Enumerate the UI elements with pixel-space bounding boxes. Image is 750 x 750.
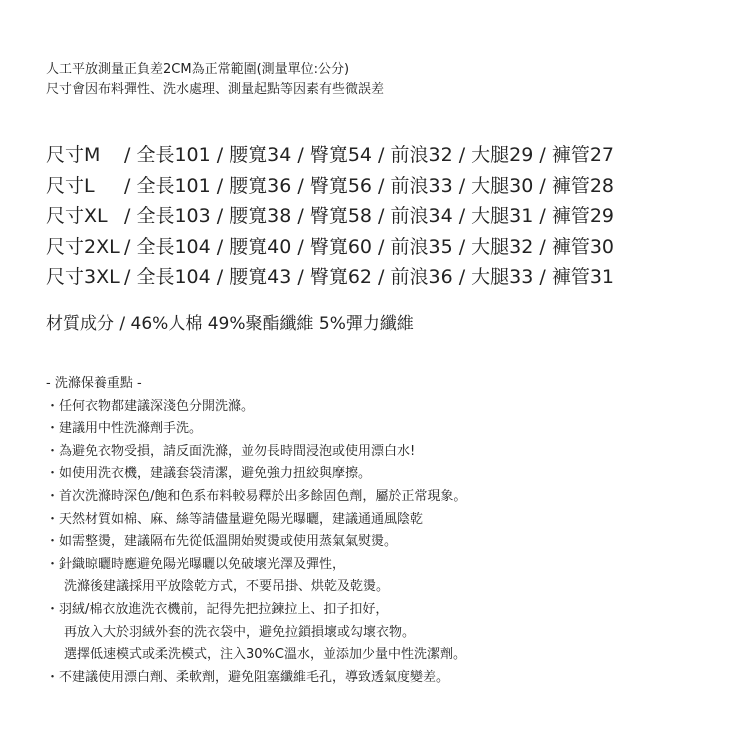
care-line: ・如需整燙，建議隔布先從低溫開始熨燙或使用蒸氣氣熨燙。 bbox=[46, 534, 398, 550]
size-chart bbox=[46, 140, 614, 293]
care-line: ・針織晾曬時應避免陽光曝曬以免破壞光澤及彈性， bbox=[46, 556, 346, 572]
care-line: ・不建議使用漂白劑、柔軟劑，避免阻塞纖維毛孔，導致透氣度變差。 bbox=[46, 669, 450, 685]
care-line: ・如使用洗衣機，建議套袋清潔，避免強力扭絞與摩擦。 bbox=[46, 466, 372, 482]
care-title: - 洗滌保養重點 - bbox=[46, 376, 142, 391]
material-composition: 材質成分 / 46%人棉 49%聚酯纖維 5%彈力纖維 bbox=[46, 314, 414, 334]
measurement-notes bbox=[46, 60, 384, 100]
size-row-m bbox=[46, 140, 614, 171]
care-line: ・任何衣物都建議深淺色分開洗滌。 bbox=[46, 398, 255, 414]
measurement-note-variance: 尺寸會因布料彈性、洗水處理、測量起點等因素有些微誤差 bbox=[46, 82, 385, 97]
size-label: 尺寸XL bbox=[46, 205, 108, 227]
care-line: ・天然材質如棉、麻、絲等請儘量避免陽光曝曬，建議通通風陰乾 bbox=[46, 511, 424, 527]
size-specs: / 全長104 / 腰寬40 / 臀寬60 / 前浪35 / 大腿32 / 褲管30 bbox=[124, 235, 614, 258]
size-label: 尺寸2XL bbox=[46, 235, 120, 258]
size-specs: / 全長103 / 腰寬38 / 臀寬58 / 前浪34 / 大腿31 / 褲管29 bbox=[124, 205, 614, 227]
care-line: ・建議用中性洗滌劑手洗。 bbox=[46, 421, 203, 437]
care-line: ・首次洗滌時深色/飽和色系布料較易釋於出多餘固色劑，屬於正常現象。 bbox=[46, 488, 467, 504]
measurement-note-tolerance: 人工平放測量正負差2CM為正常範圍(測量單位:公分) bbox=[46, 62, 350, 77]
size-row-2xl bbox=[46, 232, 614, 263]
care-line: 再放入大於羽絨外套的洗衣袋中，避免拉鎖損壞或勾壞衣物。 bbox=[64, 624, 416, 640]
size-label: 尺寸3XL bbox=[46, 266, 120, 288]
size-row-3xl bbox=[46, 262, 614, 293]
size-specs: / 全長101 / 腰寬34 / 臀寬54 / 前浪32 / 大腿29 / 褲管27 bbox=[124, 144, 614, 166]
size-row-l bbox=[46, 171, 614, 202]
care-line: 選擇低速模式或柔洗模式，注入30%C溫水，並添加少量中性洗潔劑。 bbox=[64, 647, 466, 663]
size-label: 尺寸L bbox=[46, 174, 95, 197]
care-line: ・羽絨/棉衣放進洗衣機前，記得先把拉鍊拉上、扣子扣好， bbox=[46, 601, 389, 617]
size-label: 尺寸M bbox=[46, 144, 101, 166]
care-line: 洗滌後建議採用平放陰乾方式，不要吊掛、烘乾及乾燙。 bbox=[64, 579, 390, 595]
care-instructions bbox=[46, 373, 466, 689]
care-line: ・為避免衣物受損，請反面洗滌，並勿長時間浸泡或使用漂白水! bbox=[46, 443, 416, 459]
size-row-xl bbox=[46, 201, 614, 232]
size-specs: / 全長101 / 腰寬36 / 臀寬56 / 前浪33 / 大腿30 / 褲管28 bbox=[124, 174, 614, 197]
size-specs: / 全長104 / 腰寬43 / 臀寬62 / 前浪36 / 大腿33 / 褲管31 bbox=[124, 266, 614, 288]
